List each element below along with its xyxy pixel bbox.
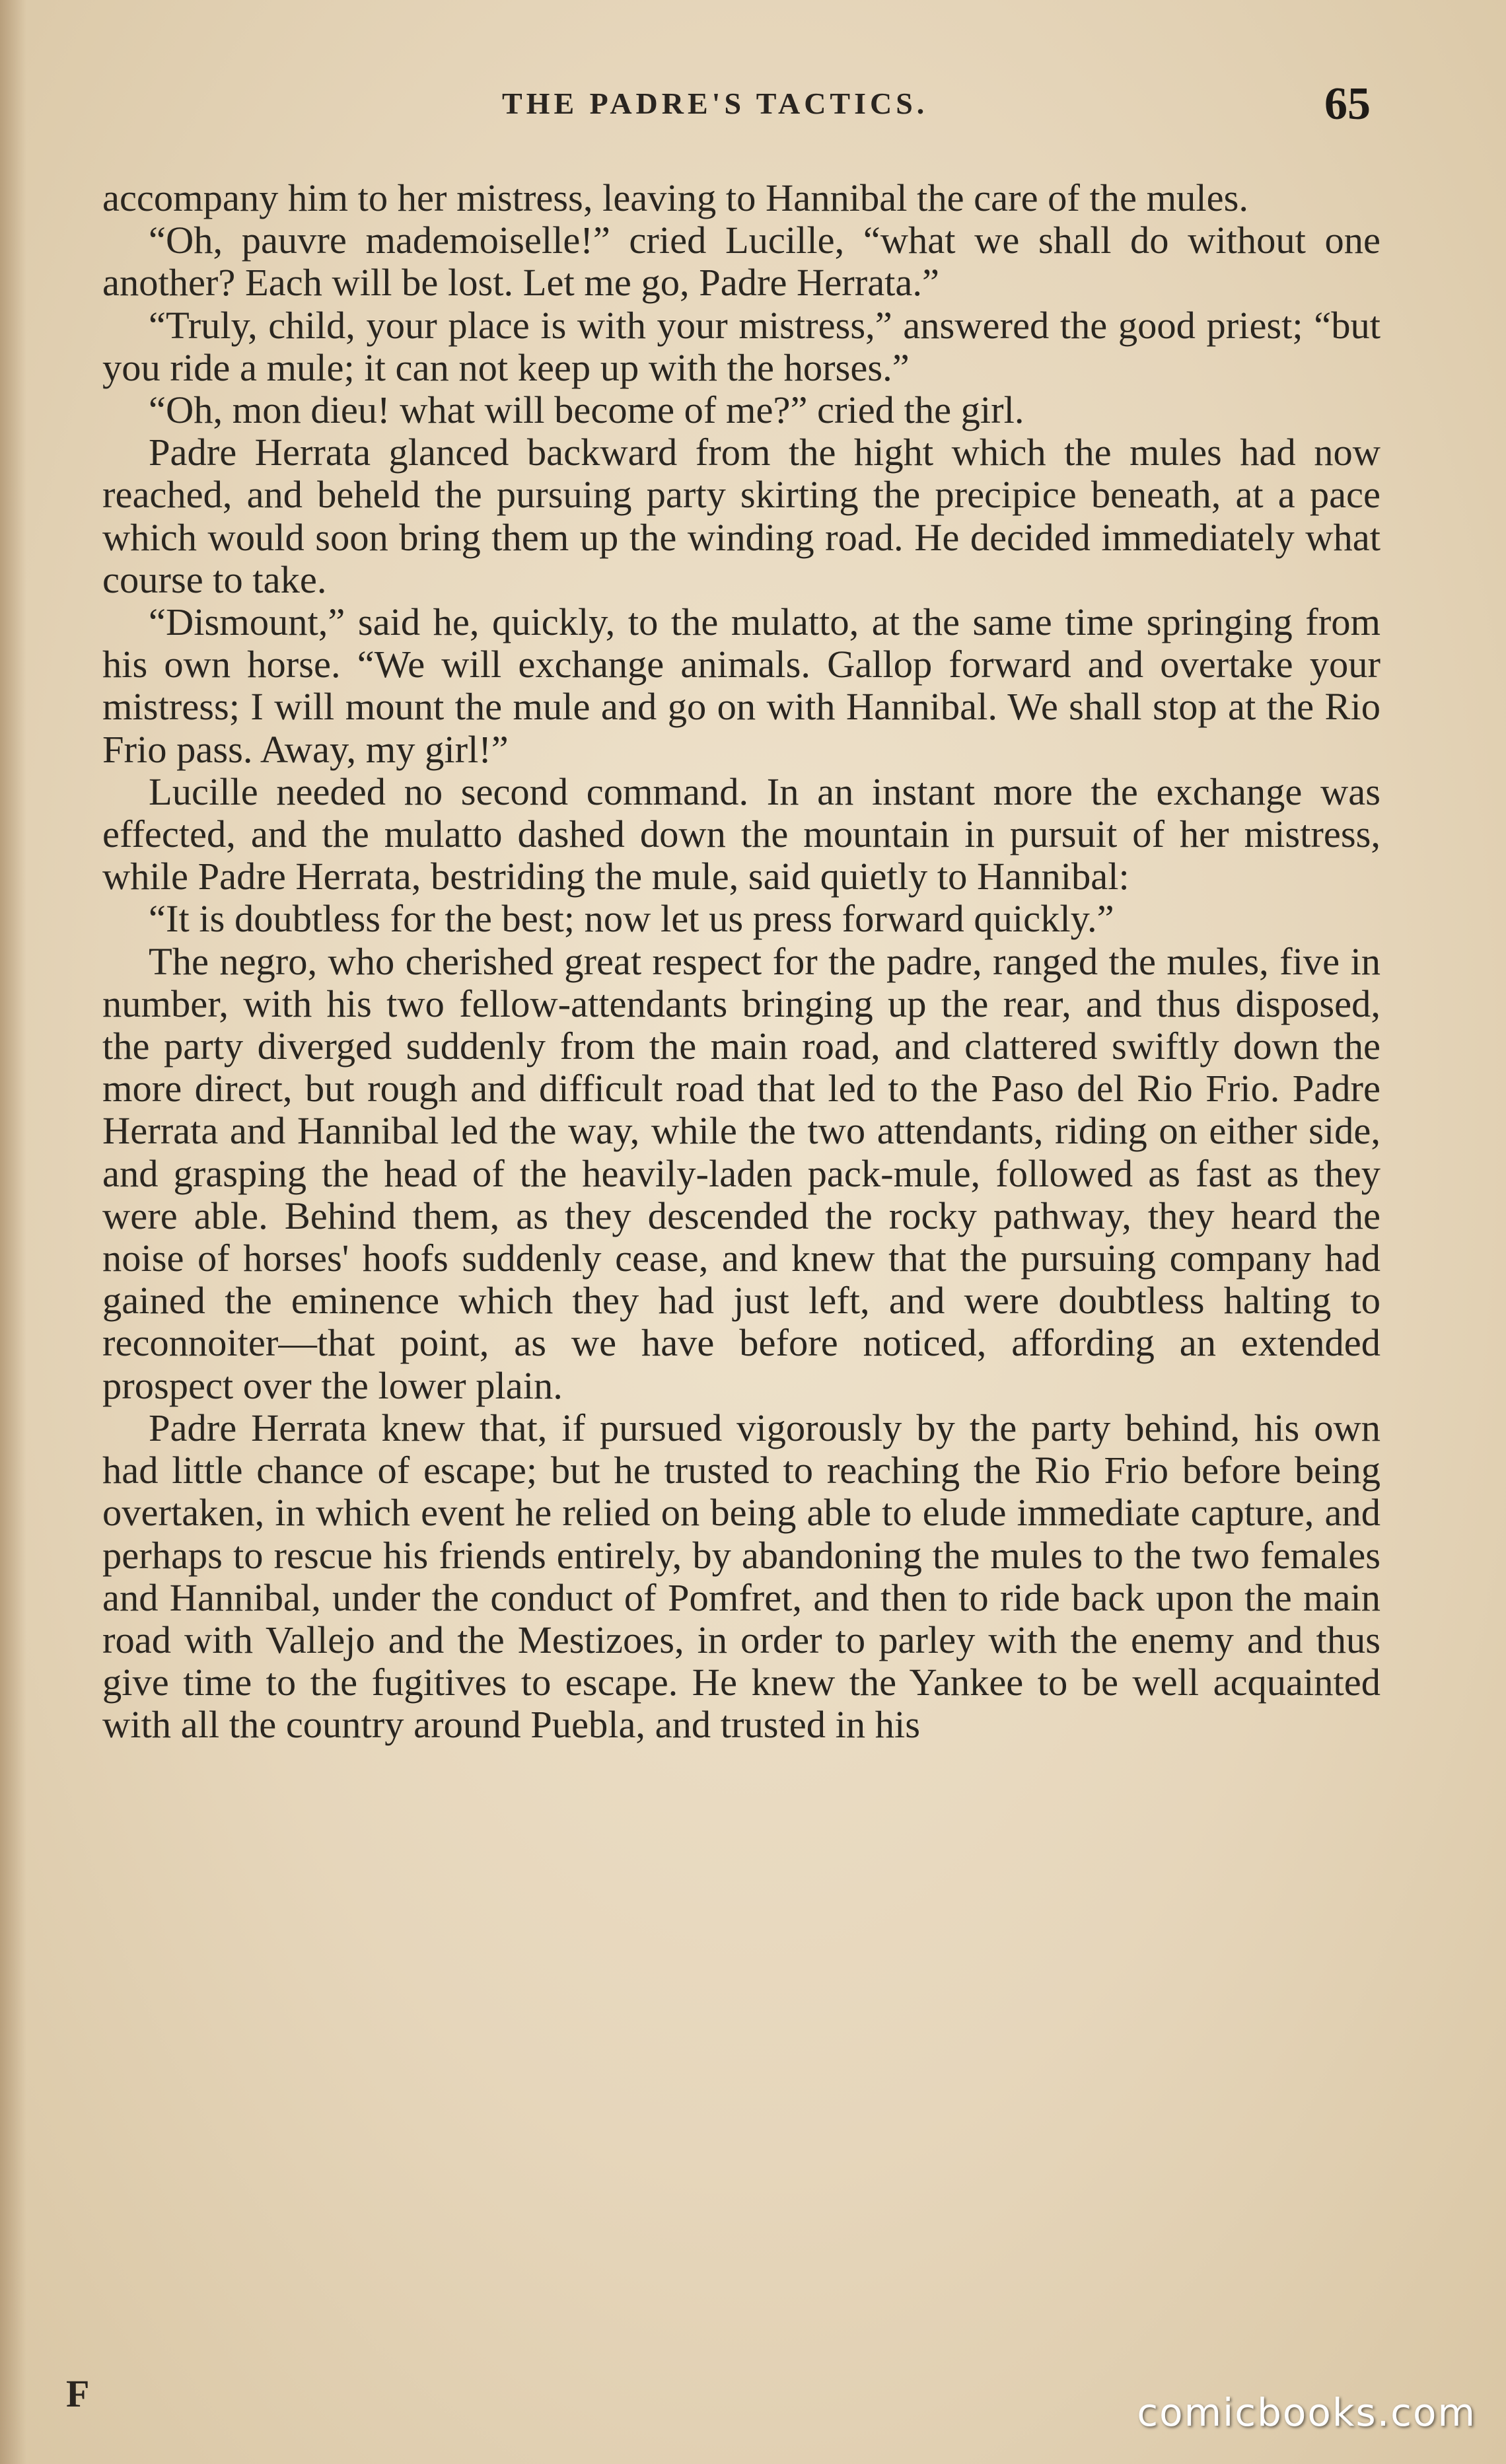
paragraph-10: Padre Herrata knew that, if pursued vigorously by the party behind, his own had little chance of escape; but he trusted to reaching the Rio Frio before being overtaken, in which event he relied on being able to elude immediate capture, and perhaps to rescue his friends entirely, by abandoning the mules to the two females and Hannibal, under the conduct of Pomfret, and then to ride back upon the main road with Vallejo and the Mestizoes, in order to parley with the enemy and thus give time to the fugitives to escape. He knew the Yankee to be well acquainted with all the country around Puebla, and trusted in his: [102, 1406, 1381, 1747]
watermark: comicbooks.com: [1137, 2390, 1476, 2435]
page-edge-shadow: [0, 0, 26, 2464]
paragraph-8: “It is doubtless for the best; now let us press forward quickly.”: [149, 897, 1114, 941]
paragraph-2: “Oh, pauvre mademoiselle!” cried Lucille, “what we shall do without one another? Each will be lost. Let me go, Padre Herrata.”: [102, 219, 1381, 305]
paragraph-7: Lucille needed no second command. In an instant more the exchange was effected, and the mulatto dashed down the mountain in pursuit of her mistress, while Padre Herrata, bestriding the mule, said quietly to Hannibal:: [102, 770, 1381, 898]
running-head: THE PADRE'S TACTICS.: [502, 87, 929, 120]
paragraph-3: “Truly, child, your place is with your mistress,” answered the good priest; “but you ride a mule; it can not keep up with the horses.”: [102, 303, 1381, 389]
paragraph-5: Padre Herrata glanced backward from the hight which the mules had now reached, and beheld the pursuing party skirting the precipice beneath, at a pace which would soon bring them up the winding road. He decided immediately what course to take.: [102, 431, 1381, 601]
paragraph-1: accompany him to her mistress, leaving to Hannibal the care of the mules.: [102, 176, 1248, 219]
paragraph-4: “Oh, mon dieu! what will become of me?” cried the girl.: [149, 388, 1024, 432]
paragraph-9: The negro, who cherished great respect for the padre, ranged the mules, five in number, with his two fellow-attendants bringing up the rear, and thus disposed, the party diverged suddenly from the main road, and clattered swiftly down the more direct, but rough and difficult road that led to the Paso del Rio Frio. Padre Herrata and Hannibal led the way, while the two attendants, riding on either side, and grasping the head of the heavily-laden pack-mule, followed as fast as they were able. Behind them, as they descended the rocky pathway, they heard the noise of horses' hoofs suddenly cease, and knew that the pursuing company had gained the eminence which they had just left, and were doubtless halting to reconnoiter—that point, as we have before noticed, affording an extended prospect over the lower plain.: [102, 939, 1381, 1407]
signature-mark: F: [66, 2372, 90, 2415]
body-text: [102, 177, 1381, 1747]
page-number: 65: [1324, 79, 1371, 129]
paragraph-6: “Dismount,” said he, quickly, to the mulatto, at the same time springing from his own horse. “We will exchange animals. Gallop forward and overtake your mistress; I will mount the mule and go on with Hannibal. We shall stop at the Rio Frio pass. Away, my girl!”: [102, 600, 1381, 771]
